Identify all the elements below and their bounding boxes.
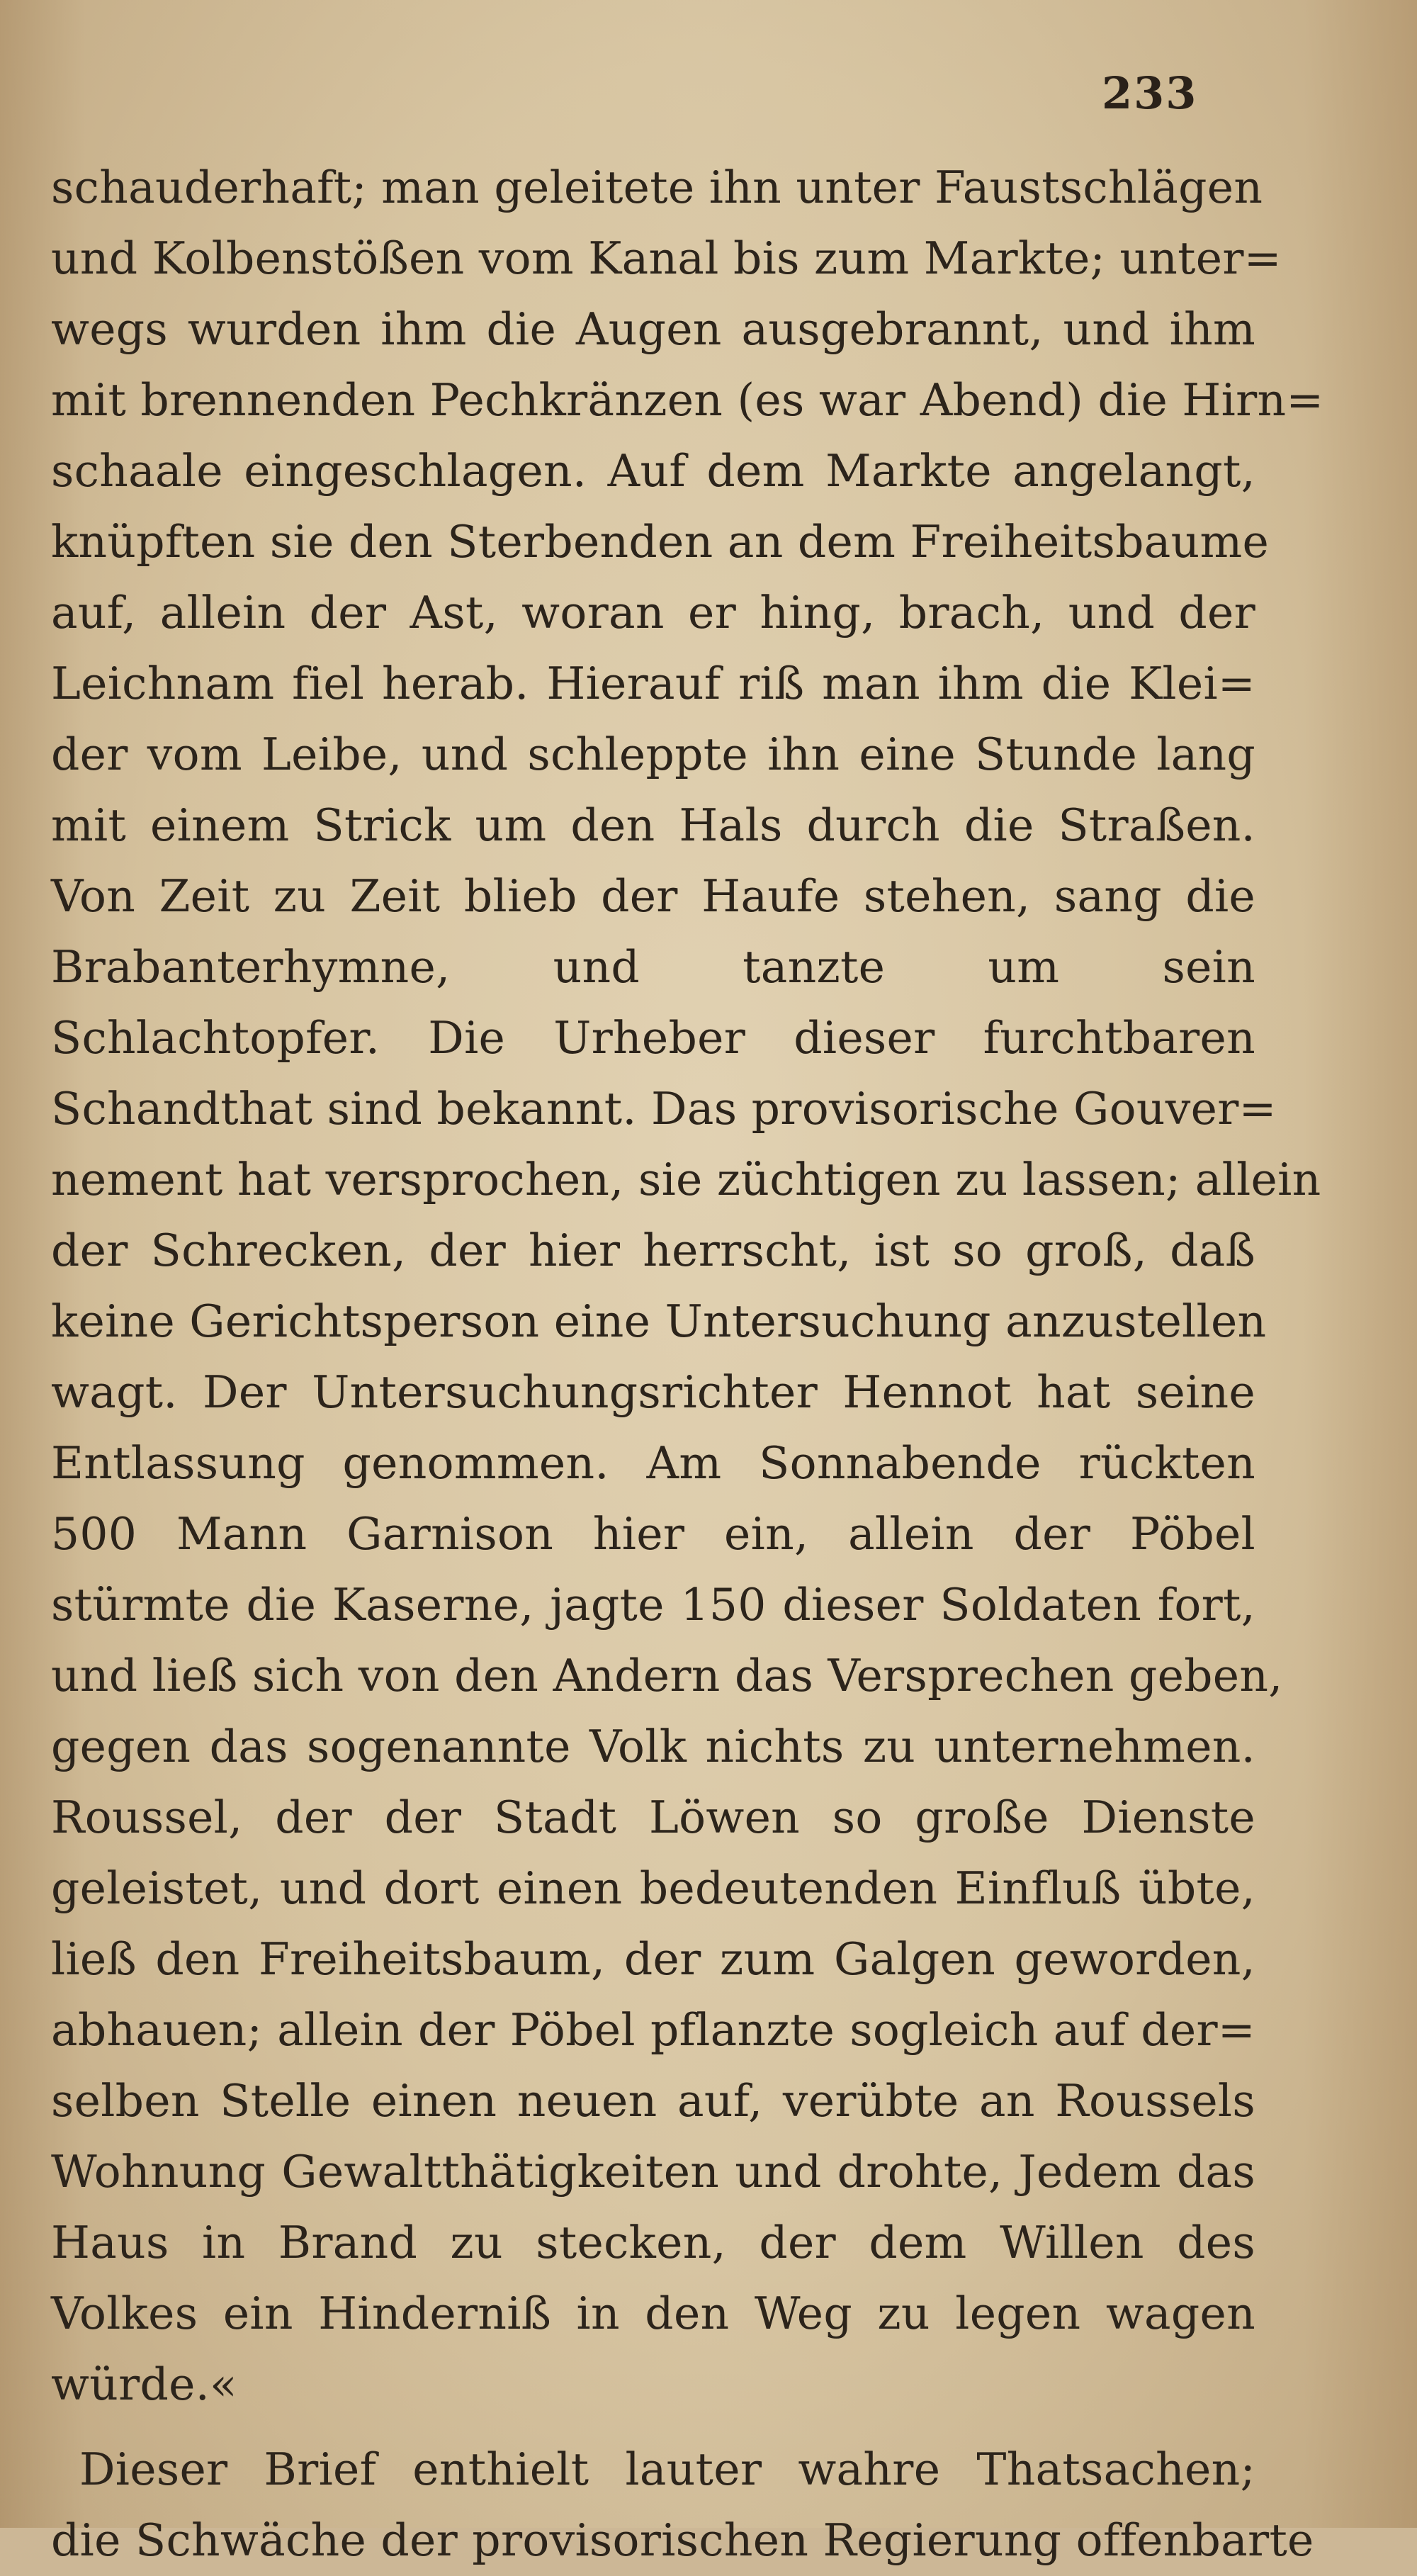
paragraph (51, 2434, 1314, 2576)
text-line: Haus in Brand zu stecken, der dem Willen des (51, 2217, 1255, 2268)
page-number: 233 (1102, 67, 1198, 119)
text-line: selben Stelle einen neuen auf, verübte an Roussels (51, 2075, 1255, 2127)
text-line: knüpften sie den Sterbenden an dem Freiheitsbaume (51, 516, 1270, 568)
text-line: auf, allein der Ast, woran er hing, brach, und der (51, 587, 1255, 639)
text-line: der Schrecken, der hier herrscht, ist so groß, daß (51, 1225, 1255, 1276)
body-text (51, 152, 1324, 2576)
text-line: wagt. Der Untersuchungsrichter Hennot hat seine (51, 1366, 1255, 1418)
text-line: ließ den Freiheitsbaum, der zum Galgen geworden, (51, 1933, 1255, 1985)
text-line: schauderhaft; man geleitete ihn unter Faustschlägen (51, 162, 1263, 213)
text-line: Roussel, der der Stadt Löwen so große Dienste (51, 1792, 1255, 1843)
text-line: würde.« (51, 2358, 237, 2410)
text-line: und Kolbenstößen vom Kanal bis zum Markte; unter= (51, 232, 1282, 284)
text-line: gegen das sogenannte Volk nichts zu unternehmen. (51, 1721, 1255, 1772)
text-line: mit brennenden Pechkränzen (es war Abend) die Hirn= (51, 374, 1324, 426)
text-line: Leichnam fiel herab. Hierauf riß man ihm die Klei= (51, 658, 1255, 709)
text-line: Schlachtopfer. Die Urheber dieser furchtbaren (51, 1012, 1255, 1064)
text-line: Entlassung genommen. Am Sonnabende rückten (51, 1437, 1255, 1489)
text-line: der vom Leibe, und schleppte ihn eine Stunde lang (51, 729, 1255, 780)
text-line: Schandthat sind bekannt. Das provisorische Gouver= (51, 1083, 1277, 1135)
text-line: und ließ sich von den Andern das Versprechen geben, (51, 1650, 1283, 1702)
text-line: Volkes ein Hinderniß in den Weg zu legen wagen (51, 2288, 1255, 2339)
text-line: Wohnung Gewaltthätigkeiten und drohte, Jedem das (51, 2146, 1255, 2198)
text-line: die Schwäche der provisorischen Regierung offenbarte (51, 2514, 1314, 2566)
text-line: mit einem Strick um den Hals durch die Straßen. (51, 799, 1255, 851)
text-line: keine Gerichtsperson eine Untersuchung anzustellen (51, 1295, 1267, 1347)
text-line: stürmte die Kaserne, jagte 150 dieser Soldaten fort, (51, 1579, 1255, 1631)
text-line: 500 Mann Garnison hier ein, allein der Pöbel (51, 1508, 1255, 1560)
text-line: Dieser Brief enthielt lauter wahre Thatsachen; (79, 2443, 1255, 2495)
text-line: Brabanterhymne, und tanzte um sein (51, 941, 1255, 993)
text-line: abhauen; allein der Pöbel pflanzte sogleich auf der= (51, 2004, 1255, 2056)
text-line: wegs wurden ihm die Augen ausgebrannt, und ihm (51, 303, 1255, 355)
text-line: nement hat versprochen, sie züchtigen zu lassen; allein (51, 1154, 1321, 1205)
text-line: Von Zeit zu Zeit blieb der Haufe stehen, sang die (51, 870, 1255, 922)
paragraph (51, 152, 1324, 2420)
text-line: geleistet, und dort einen bedeutenden Einfluß übte, (51, 1862, 1255, 1914)
text-line: schaale eingeschlagen. Auf dem Markte angelangt, (51, 445, 1255, 497)
